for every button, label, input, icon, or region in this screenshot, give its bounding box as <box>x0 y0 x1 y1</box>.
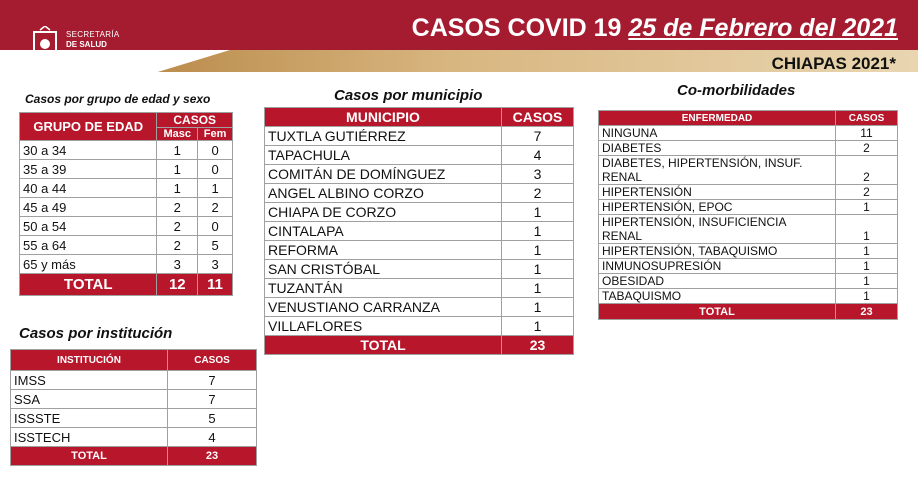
disease-name <box>599 215 836 244</box>
disease-cases: 2 <box>836 185 898 200</box>
institution-cases: 7 <box>168 390 257 409</box>
disease-name: DIABETES <box>599 141 836 156</box>
age-group-cell: 55 a 64 <box>20 236 157 255</box>
disease-cases: 1 <box>836 289 898 304</box>
secretaria-salud-logo <box>30 26 160 74</box>
fem-cell: 0 <box>198 217 233 236</box>
disease-cases: 1 <box>836 215 898 244</box>
table-row <box>265 127 574 146</box>
municipio-cases: 1 <box>502 298 574 317</box>
mun-col-cases: CASOS <box>502 108 574 127</box>
table-row <box>20 236 233 255</box>
total-row <box>265 336 574 355</box>
table-row <box>11 390 257 409</box>
comorbidity-section-title: Co-morbilidades <box>677 82 796 99</box>
fem-cell: 5 <box>198 236 233 255</box>
disease-name: HIPERTENSIÓN, EPOC <box>599 200 836 215</box>
disease-cases: 1 <box>836 259 898 274</box>
table-row <box>20 255 233 274</box>
disease-name: INMUNOSUPRESIÓN <box>599 259 836 274</box>
table-row <box>20 217 233 236</box>
municipio-cases: 3 <box>502 165 574 184</box>
municipio-cases: 7 <box>502 127 574 146</box>
institution-cases: 5 <box>168 409 257 428</box>
total-label: TOTAL <box>599 304 836 320</box>
municipio-name: ANGEL ALBINO CORZO <box>265 184 502 203</box>
table-row <box>265 317 574 336</box>
total-row <box>599 304 898 320</box>
table-row <box>265 260 574 279</box>
disease-name-line1: DIABETES, HIPERTENSIÓN, INSUF. <box>602 156 803 170</box>
municipio-name: SAN CRISTÓBAL <box>265 260 502 279</box>
table-row <box>265 298 574 317</box>
total-value: 23 <box>836 304 898 320</box>
municipio-section-title: Casos por municipio <box>334 87 483 104</box>
table-row <box>20 141 233 160</box>
disease-name-line2: RENAL <box>602 229 643 243</box>
title-prefix: CASOS COVID 19 <box>411 14 622 42</box>
disease-name: HIPERTENSIÓN, TABAQUISMO <box>599 244 836 259</box>
total-value: 23 <box>502 336 574 355</box>
table-row <box>599 200 898 215</box>
total-value: 23 <box>168 447 257 466</box>
masc-cell: 1 <box>157 160 198 179</box>
com-col-cases: CASOS <box>836 111 898 126</box>
institution-cases: 4 <box>168 428 257 447</box>
municipio-name: VENUSTIANO CARRANZA <box>265 298 502 317</box>
institution-name: IMSS <box>11 371 168 390</box>
age-col-fem: Fem <box>198 128 233 141</box>
total-label: TOTAL <box>11 447 168 466</box>
comorbidity-table <box>598 110 898 320</box>
table-row <box>20 198 233 217</box>
logo-line1: SECRETARÍA <box>66 30 120 39</box>
total-row <box>20 274 233 296</box>
municipio-cases: 1 <box>502 279 574 298</box>
masc-cell: 2 <box>157 236 198 255</box>
age-col-masc: Masc <box>157 128 198 141</box>
inst-col-cases: CASOS <box>168 350 257 371</box>
mun-col-name: MUNICIPIO <box>265 108 502 127</box>
age-group-cell: 35 a 39 <box>20 160 157 179</box>
disease-cases: 2 <box>836 156 898 185</box>
table-row <box>265 165 574 184</box>
municipio-name: TAPACHULA <box>265 146 502 165</box>
age-group-cell: 50 a 54 <box>20 217 157 236</box>
municipio-table <box>264 107 574 355</box>
title-date: 25 de Febrero del 2021 <box>628 14 898 42</box>
page-title <box>412 14 898 43</box>
masc-cell: 2 <box>157 217 198 236</box>
table-row <box>599 156 898 185</box>
municipio-cases: 1 <box>502 241 574 260</box>
masc-cell: 3 <box>157 255 198 274</box>
masc-cell: 2 <box>157 198 198 217</box>
municipio-cases: 1 <box>502 260 574 279</box>
fem-cell: 2 <box>198 198 233 217</box>
municipio-name: VILLAFLORES <box>265 317 502 336</box>
age-group-cell: 40 a 44 <box>20 179 157 198</box>
institution-table <box>10 349 257 466</box>
table-row <box>599 274 898 289</box>
table-row <box>20 179 233 198</box>
fem-cell: 0 <box>198 160 233 179</box>
municipio-name: COMITÁN DE DOMÍNGUEZ <box>265 165 502 184</box>
table-row <box>265 279 574 298</box>
disease-cases: 1 <box>836 200 898 215</box>
total-label: TOTAL <box>265 336 502 355</box>
table-row <box>11 428 257 447</box>
total-label: TOTAL <box>20 274 157 296</box>
fem-cell: 1 <box>198 179 233 198</box>
municipio-cases: 2 <box>502 184 574 203</box>
disease-cases: 11 <box>836 126 898 141</box>
fem-cell: 3 <box>198 255 233 274</box>
disease-name-line1: HIPERTENSIÓN, INSUFICIENCIA <box>602 215 787 229</box>
chiapas-seal-icon <box>30 26 60 70</box>
age-col-group: GRUPO DE EDAD <box>20 113 157 141</box>
disease-name: NINGUNA <box>599 126 836 141</box>
table-row <box>265 146 574 165</box>
institution-name: SSA <box>11 390 168 409</box>
table-row <box>265 222 574 241</box>
com-col-name: ENFERMEDAD <box>599 111 836 126</box>
table-row <box>599 244 898 259</box>
municipio-name: TUZANTÁN <box>265 279 502 298</box>
table-row <box>11 409 257 428</box>
municipio-name: TUXTLA GUTIÉRREZ <box>265 127 502 146</box>
table-row <box>599 185 898 200</box>
disease-name <box>599 156 836 185</box>
table-row <box>265 184 574 203</box>
total-masc: 12 <box>157 274 198 296</box>
inst-col-name: INSTITUCIÓN <box>11 350 168 371</box>
disease-name: OBESIDAD <box>599 274 836 289</box>
age-group-cell: 30 a 34 <box>20 141 157 160</box>
table-row <box>265 241 574 260</box>
disease-cases: 1 <box>836 244 898 259</box>
municipio-cases: 4 <box>502 146 574 165</box>
total-row <box>11 447 257 466</box>
institution-cases: 7 <box>168 371 257 390</box>
table-row <box>599 215 898 244</box>
age-group-cell: 65 y más <box>20 255 157 274</box>
age-section-title: Casos por grupo de edad y sexo <box>25 92 211 106</box>
table-row <box>265 203 574 222</box>
municipio-name: CHIAPA DE CORZO <box>265 203 502 222</box>
table-row <box>599 259 898 274</box>
masc-cell: 1 <box>157 141 198 160</box>
disease-name: TABAQUISMO <box>599 289 836 304</box>
municipio-cases: 1 <box>502 317 574 336</box>
municipio-cases: 1 <box>502 203 574 222</box>
table-row <box>599 126 898 141</box>
municipio-name: CINTALAPA <box>265 222 502 241</box>
fem-cell: 0 <box>198 141 233 160</box>
logo-line2: DE SALUD <box>66 40 107 49</box>
municipio-cases: 1 <box>502 222 574 241</box>
institution-section-title: Casos por institución <box>19 325 173 342</box>
disease-cases: 1 <box>836 274 898 289</box>
region-label: CHIAPAS 2021* <box>771 54 896 73</box>
disease-name: HIPERTENSIÓN <box>599 185 836 200</box>
disease-cases: 2 <box>836 141 898 156</box>
disease-name-line2: RENAL <box>602 170 643 184</box>
logo-line3: GOBIERNO DE CHIAPAS <box>66 54 124 63</box>
table-row <box>599 289 898 304</box>
table-row <box>20 160 233 179</box>
age-sex-table <box>19 112 233 296</box>
institution-name: ISSSTE <box>11 409 168 428</box>
institution-name: ISSTECH <box>11 428 168 447</box>
masc-cell: 1 <box>157 179 198 198</box>
table-row <box>11 371 257 390</box>
age-group-cell: 45 a 49 <box>20 198 157 217</box>
age-col-cases: CASOS <box>157 113 233 128</box>
table-row <box>599 141 898 156</box>
total-fem: 11 <box>198 274 233 296</box>
municipio-name: REFORMA <box>265 241 502 260</box>
